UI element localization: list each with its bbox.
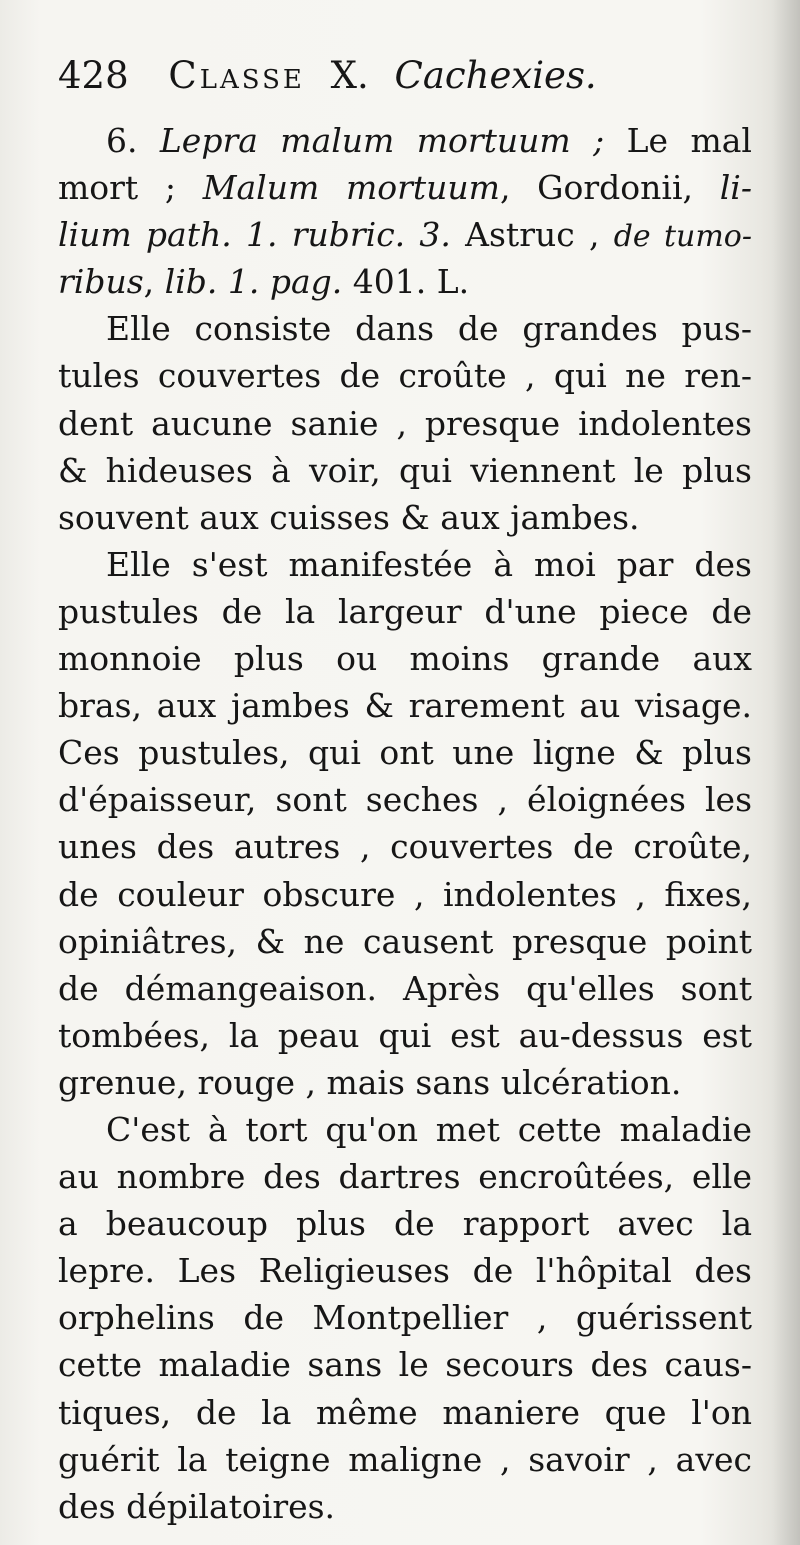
entry-line: ribus, lib. 1. pag. 401. L. [58, 262, 470, 302]
paragraph-line: tiques, de la même maniere que l'on [58, 1392, 752, 1432]
class-label: Classe [168, 54, 305, 97]
class-number: X. [330, 54, 369, 97]
paragraph-line: de couleur obscure , indolentes , fixes, [58, 874, 752, 914]
paragraph-line: unes des autres , couvertes de croûte, [58, 827, 752, 867]
paragraph-line: tules couvertes de croûte , qui ne ren- [58, 356, 752, 396]
page-number: 428 [58, 54, 129, 97]
paragraph-line: Ces pustules, qui ont une ligne & plus [58, 733, 752, 773]
paragraph-line: tombées, la peau qui est au-dessus est [58, 1015, 752, 1055]
paragraph-line: lepre. Les Religieuses de l'hôpital des [58, 1251, 752, 1291]
paragraph-line: dent aucune sanie , presque indolentes [58, 403, 752, 443]
paragraph-line: orphelins de Montpellier , guérissent [58, 1298, 752, 1338]
paragraph-line: au nombre des dartres encroûtées, elle [58, 1157, 752, 1197]
running-header [58, 48, 758, 104]
entry-line: lium path. 1. rubric. 3. Astruc , de tumo- [58, 215, 752, 255]
paragraph-line: opiniâtres, & ne causent presque point [58, 921, 752, 961]
paragraph-line: des dépilatoires. [58, 1486, 336, 1526]
paragraph-line: cette maladie sans le secours des caus- [58, 1345, 752, 1385]
section-title: Cachexies. [394, 54, 597, 97]
body-text [58, 117, 752, 1530]
paragraph-line: souvent aux cuisses & aux jambes. [58, 497, 640, 537]
paragraph-line: pustules de la largeur d'une piece de [58, 591, 752, 631]
paragraph-line: Elle consiste dans de grandes pus- [106, 309, 752, 349]
paragraph-line: guérit la teigne maligne , savoir , avec [58, 1439, 752, 1479]
paragraph-line: & hideuses à voir, qui viennent le plus [58, 450, 752, 490]
paragraph-line: grenue, rouge , mais sans ulcération. [58, 1062, 682, 1102]
paragraph-line: a beaucoup plus de rapport avec la [58, 1204, 752, 1244]
paragraph-line: d'épaisseur, sont seches , éloignées les [58, 780, 752, 820]
paragraph-line: C'est à tort qu'on met cette maladie [106, 1109, 752, 1149]
paragraph-line: monnoie plus ou moins grande aux [58, 639, 752, 679]
page-edge-shadow [772, 0, 800, 1545]
paragraph-line: bras, aux jambes & rarement au visage. [58, 686, 752, 726]
entry-line: mort ; Malum mortuum, Gordonii, li- [58, 168, 752, 208]
paragraph-line: Elle s'est manifestée à moi par des [106, 544, 752, 584]
paragraph-line: de démangeaison. Après qu'elles sont [58, 968, 752, 1008]
entry-line: 6. Lepra malum mortuum ; Le mal [106, 121, 752, 160]
